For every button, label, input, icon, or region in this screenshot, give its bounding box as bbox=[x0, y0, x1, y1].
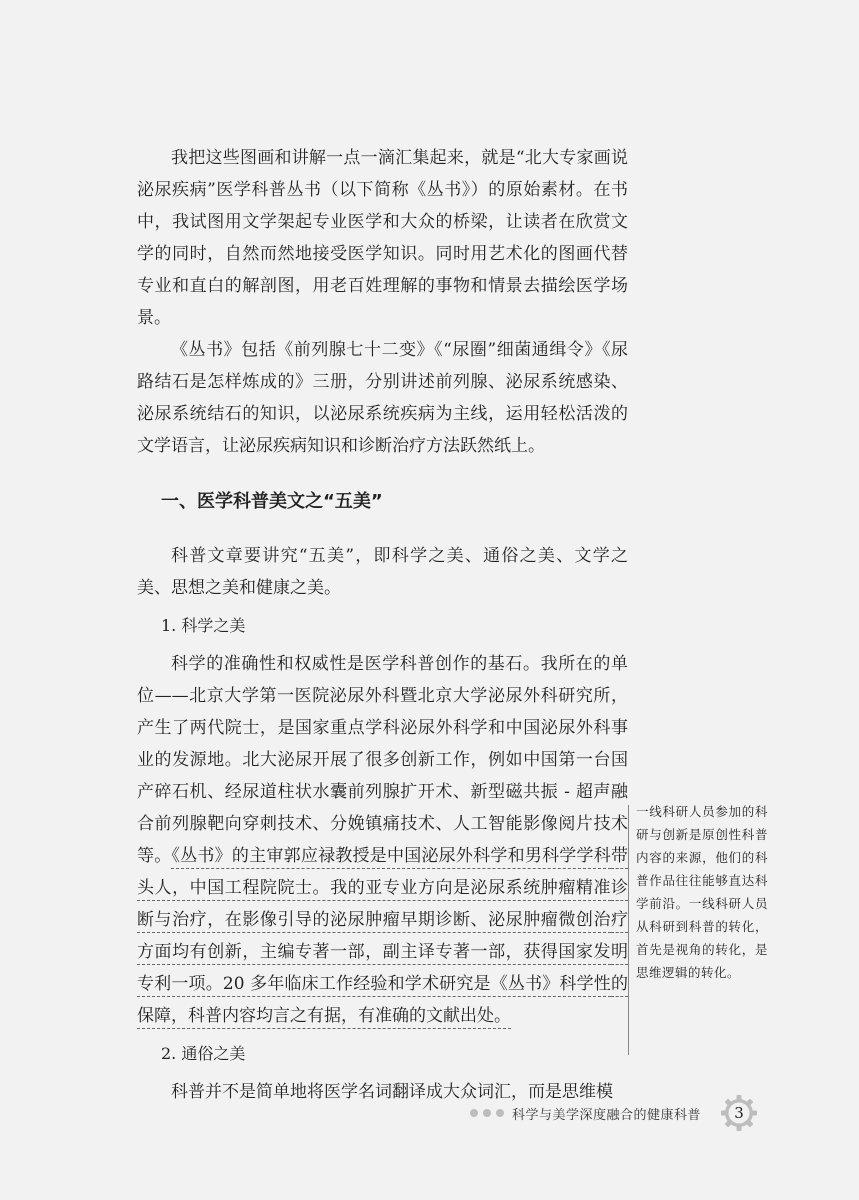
running-title: 科学与美学深度融合的健康科普 bbox=[512, 1107, 702, 1123]
dot bbox=[470, 1109, 478, 1117]
paragraph-5: 科普并不是简单地将医学名词翻译成大众词汇，而是思维模 bbox=[171, 1082, 613, 1102]
highlight-line-4: 疗方面均有创新，主编专著一部，副主译专著一部，获得国家发 bbox=[137, 910, 628, 965]
paragraph-1: 我把这些图画和讲解一点一滴汇集起来，就是“北大专家画说泌尿疾病”医学科普丛书（以下简称《丛书》）的原始素材。在书中，我试图用文学架起专业医学和大众的桥梁，让读者在欣赏文学的同时，自然而然地接受医学知识。同时用艺术化的图画代替专业和直白的解剖图，用老百姓理解的事物和情景去描绘医学场景。 bbox=[137, 148, 628, 328]
dot bbox=[496, 1109, 504, 1117]
main-text-column bbox=[137, 142, 628, 1108]
highlight-line-6: 的保障，科普内容均言之有据，有准确的文献出处。 bbox=[137, 974, 628, 1029]
sidenote-divider bbox=[628, 805, 629, 1055]
highlight-line-3: 诊断与治疗，在影像引导的泌尿肿瘤早期诊断、泌尿肿瘤微创治 bbox=[137, 878, 628, 933]
section-heading: 一、医学科普美文之“五美” bbox=[161, 491, 383, 512]
page-number: 3 bbox=[734, 1104, 744, 1122]
subheading-popular: 2. 通俗之美 bbox=[161, 1044, 246, 1063]
subheading-science: 1. 科学之美 bbox=[161, 616, 246, 635]
highlight-line-1: 《丛书》的主审郭应禄教授是中国泌尿外科学和男科学学科 bbox=[171, 846, 611, 869]
paragraph-2: 《丛书》包括《前列腺七十二变》《“尿圈”细菌通缉令》《尿路结石是怎样炼成的》三册，分别讲述前列腺、泌尿系统感染、泌尿系统结石的知识，以泌尿系统疾病为主线，运用轻松活泼的文学语言，让泌尿疾病知识和诊断治疗方法跃然纸上。 bbox=[137, 340, 628, 456]
paragraph-4-plain: 科学的准确性和权威性是医学科普创作的基石。我所在的单位——北京大学第一医院泌尿外科暨北京大学泌尿外科研究所，产生了两代院士，是国家重点学科泌尿外科学和中国泌尿外科事业的发源地。北大泌尿开展了很多创新工作，例如中国第一台国产碎石机、经尿道柱状水囊前列腺扩开术、新型磁共振 - 超声融合前列腺靶向穿刺技术、分娩镇痛技术、人工智能影像阅片技术等。 bbox=[137, 654, 628, 866]
highlight-line-2: 带头人，中国工程院院士。我的亚专业方向是泌尿系统肿瘤精准 bbox=[137, 846, 628, 901]
footer-dots-icon bbox=[470, 1109, 504, 1117]
page-footer bbox=[470, 1100, 701, 1126]
margin-note: 一线科研人员参加的科研与创新是原创性科普内容的来源，他们的科普作品往往能够直达科学前沿。一线科研人员从科研到科普的转化，首先是视角的转化，是思维逻辑的转化。 bbox=[636, 804, 768, 980]
paragraph-3: 科普文章要讲究“五美”，即科学之美、通俗之美、文学之美、思想之美和健康之美。 bbox=[137, 546, 628, 598]
paragraph-4 bbox=[137, 648, 628, 1032]
highlight-line-5: 明专利一项。20 多年临床工作经验和学术研究是《丛书》科学性 bbox=[137, 942, 628, 997]
dot bbox=[483, 1109, 491, 1117]
